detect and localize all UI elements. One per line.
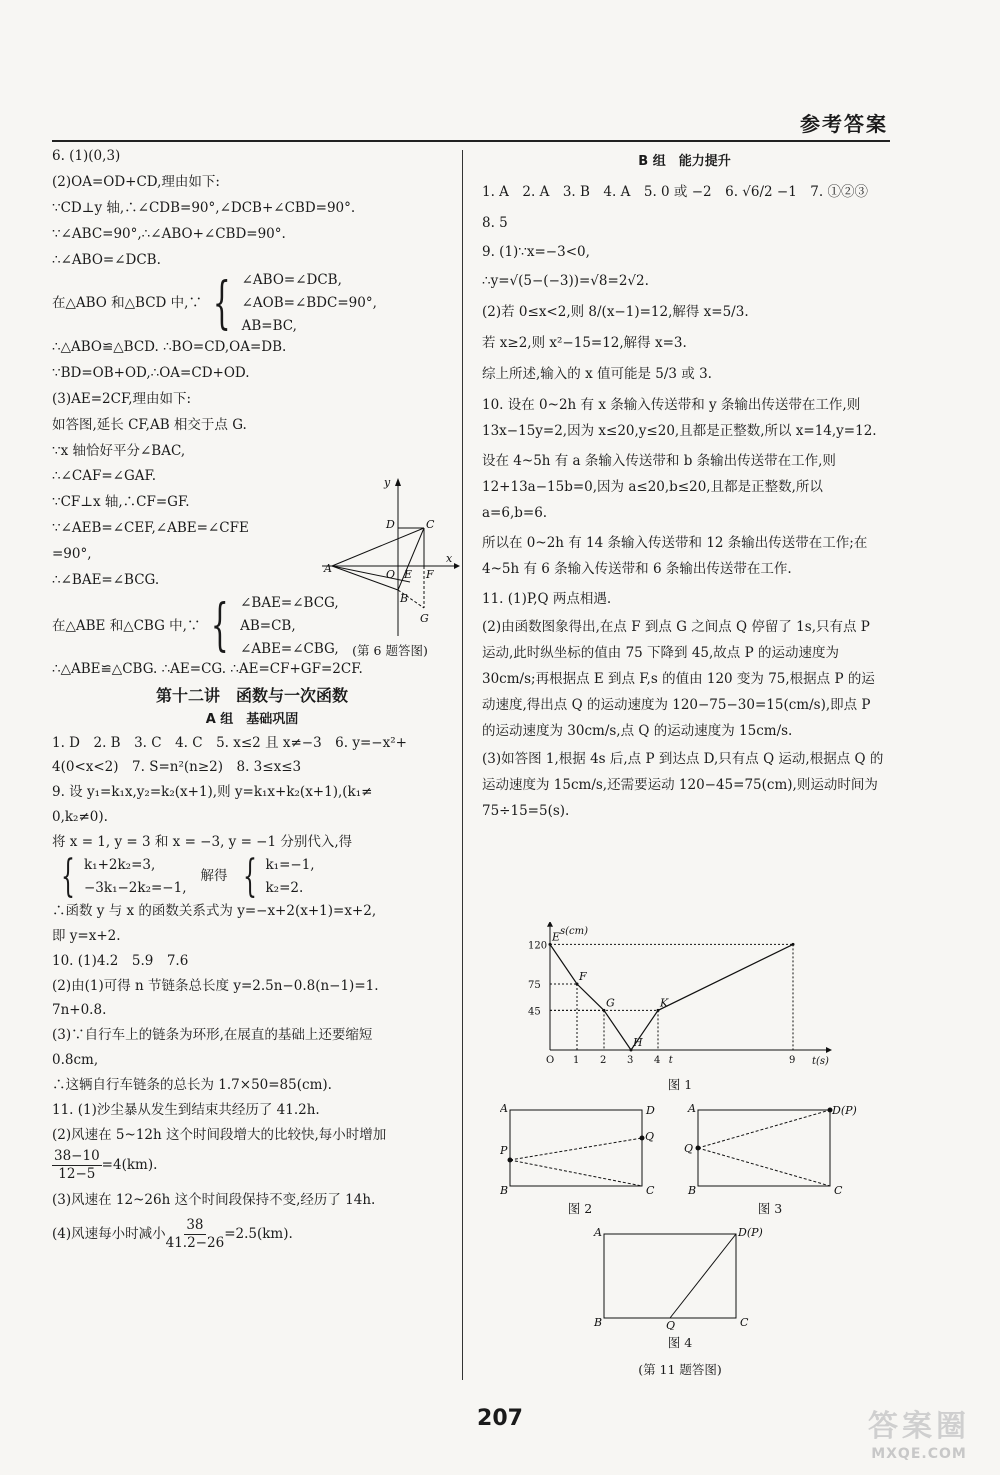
fraction-line-1	[52, 1148, 452, 1183]
x-tick-label: 9	[789, 1055, 796, 1066]
x-tick-label: 4	[654, 1055, 661, 1066]
label-d-p: D(P)	[738, 1226, 763, 1239]
figure-3	[680, 1102, 860, 1216]
label-y: y	[384, 478, 391, 489]
figure-q6	[320, 478, 460, 658]
system-lead: 在△ABO 和△BCD 中,∵	[52, 295, 202, 312]
text-line: 如答图,延长 CF,AB 相交于点 G.	[52, 416, 247, 433]
label-f: F	[426, 568, 434, 581]
y-tick-label: 45	[528, 1006, 541, 1018]
label-c: C	[740, 1316, 749, 1329]
y-tick-label: 120	[528, 940, 548, 952]
label-d-p: D(P)	[832, 1104, 857, 1117]
text-line: ∴∠BAE=∠BCG.	[52, 571, 160, 588]
text-line: 0,k₂≠0).	[52, 809, 108, 826]
text-line: ∵x 轴恰好平分∠BAC,	[52, 442, 186, 459]
paragraph: (3)如答图 1,根据 4s 后,点 P 到达点 D,只有点 Q 运动,根据点 Q 的运动速度为 15cm/s,还需要运动 120−45=75(cm),则运动时间为 75÷15=5(s).	[482, 751, 884, 820]
x-tick-label: 3	[627, 1055, 634, 1066]
label-c: C	[834, 1184, 843, 1196]
label-q: Q	[645, 1130, 655, 1143]
text-line: 7n+0.8.	[52, 1002, 107, 1019]
watermark-logo-text: 答案圈	[868, 1409, 970, 1444]
text-line: 8. 5	[482, 215, 508, 232]
label-a: A	[594, 1226, 602, 1239]
label-p: P	[500, 1144, 508, 1157]
figure-q6-caption: (第 6 题答图)	[352, 642, 428, 658]
chart-1-svg	[520, 922, 840, 1072]
brace: {	[212, 270, 231, 336]
y-axis-arrow	[547, 922, 553, 927]
system-lead: 在△ABE 和△CBG 中,∵	[52, 617, 201, 634]
label-x: x	[446, 552, 453, 565]
text-line: (3)AE=2CF,理由如下:	[52, 390, 192, 407]
text-line: (2)由(1)可得 n 节链条总长度 y=2.5n−0.8(n−1)=1.	[52, 977, 379, 994]
figure-1	[520, 922, 840, 1092]
y-tick-label: 75	[528, 980, 541, 991]
column-divider	[462, 150, 463, 1380]
condition: ∠ABE=∠CBG,	[240, 640, 339, 657]
figure-1-caption: 图 1	[667, 1076, 693, 1092]
right-column	[482, 148, 887, 824]
system-solutions	[266, 857, 315, 897]
paragraph: 10. 设在 0~2h 有 x 条输入传送带和 y 条输出传送带在工作,则 13x−15y=2,因为 x≤20,y≤20,且都是正整数,所以 x=14,y=12.	[482, 397, 877, 440]
text-line: =90°,	[52, 546, 92, 562]
watermark	[868, 1408, 970, 1463]
point-label: G	[606, 996, 615, 1010]
point-label: K	[660, 996, 669, 1010]
condition: −3k₁−2k₂=−1,	[84, 879, 187, 896]
paragraph: 所以在 0~2h 有 14 条输入传送带和 12 条输出传送带在工作;在 4~5h 有 6 条输入传送带和 6 条输出传送带在工作.	[482, 535, 868, 578]
left-block-5	[52, 903, 452, 1144]
watermark-url: MXQE.COM	[871, 1445, 967, 1462]
text-line: 9. (1)∵x=−3<0,	[482, 244, 590, 260]
fraction-line-2	[52, 1217, 452, 1252]
equation-system-3	[52, 850, 452, 902]
label-b: B	[400, 592, 409, 605]
label-q: Q	[666, 1319, 676, 1330]
condition: AB=CB,	[240, 617, 296, 634]
text-line: ∵∠AEB=∠CEF,∠ABE=∠CFE	[52, 520, 249, 537]
fraction-lead: (4)风速每小时减小	[52, 1226, 166, 1243]
figure-2-svg	[500, 1102, 660, 1196]
fraction-rest: =2.5(km).	[224, 1226, 293, 1243]
page-header-title: 参考答案	[800, 112, 888, 136]
text-line: ∴△ABE≌△CBG. ∴AE=CG. ∴AE=CF+GF=2CF.	[52, 661, 363, 678]
figure-q11-caption: (第 11 题答图)	[638, 1362, 722, 1377]
text-line: ∴这辆自行车链条的总长为 1.7×50=85(cm).	[52, 1077, 332, 1093]
text-line: 9. 设 y₁=k₁x,y₂=k₂(x+1),则 y=k₁x+k₂(x+1),(k₁≠	[52, 784, 373, 801]
text-line: ∵∠ABC=90°,∴∠ABO+∠CBD=90°.	[52, 225, 286, 242]
figure-4-caption: 图 4	[667, 1334, 693, 1350]
text-line: (2)OA=OD+CD,理由如下:	[52, 173, 220, 190]
text-line: 若 x≥2,则 x²−15=12,解得 x=3.	[482, 334, 687, 351]
label-d: D	[386, 518, 395, 531]
x-tick-label: 1	[573, 1055, 580, 1066]
group-a-title: A 组 基础巩固	[205, 712, 299, 728]
condition: ∠ABO=∠DCB,	[241, 272, 342, 289]
numerator: 38	[186, 1217, 204, 1234]
brace: {	[211, 593, 230, 659]
left-block-1	[52, 148, 452, 268]
group-b-title: B 组 能力提升	[638, 154, 731, 169]
text-line: 4(0<x<2) 7. S=n²(n≥2) 8. 3≤x≤3	[52, 759, 302, 776]
left-block-4	[52, 735, 452, 851]
text-line: 6. (1)(0,3)	[52, 148, 121, 164]
text-line: 将 x = 1, y = 3 和 x = −3, y = −1 分别代入,得	[52, 834, 353, 850]
y-axis-label: s(cm)	[560, 926, 589, 937]
data-point	[792, 943, 795, 946]
condition: k₁=−1,	[265, 857, 315, 873]
text-line: 1. D 2. B 3. C 4. C 5. x≤2 且 x≠−3 6. y=−x²+	[52, 734, 407, 751]
brace: {	[242, 850, 257, 902]
fraction	[52, 1148, 102, 1183]
point-label: E	[552, 930, 561, 944]
text-line: 即 y=x+2.	[52, 927, 121, 944]
paragraph: 设在 4~5h 有 a 条输入传送带和 b 条输出传送带在工作,则 12+13a−15b=0,因为 a≤20,b≤20,且都是正整数,所以 a=6,b=6.	[482, 453, 836, 522]
x-tick-label: O	[546, 1055, 555, 1066]
label-o: O	[386, 568, 396, 581]
condition: k₁+2k₂=3,	[84, 857, 156, 873]
x-extra-label: t	[668, 1055, 673, 1066]
text-line: ∴∠ABO=∠DCB.	[52, 251, 161, 268]
text-line: ∴△ABO≌△BCD. ∴BO=CD,OA=DB.	[52, 339, 287, 355]
solve-word: 解得	[200, 868, 228, 885]
condition: k₂=2.	[265, 879, 304, 896]
figure-q6-svg	[320, 478, 460, 638]
condition: AB=BC,	[241, 318, 297, 335]
text-line: ∵BD=OB+OD,∴OA=CD+OD.	[52, 364, 250, 381]
system-conditions	[84, 857, 187, 897]
equation-system-1	[52, 272, 452, 335]
label-g: G	[420, 612, 429, 625]
text-line: (3)风速在 12~26h 这个时间段保持不变,经历了 14h.	[52, 1192, 376, 1209]
text-line: (2)若 0≤x<2,则 8/(x−1)=12,解得 x=5/3.	[482, 303, 749, 320]
condition: ∠BAE=∠BCG,	[240, 594, 339, 611]
right-paragraphs	[482, 392, 887, 824]
text-line: 1. A 2. A 3. B 4. A 5. 0 或 −2 6. √6/2 −1 7. ①②③	[482, 184, 868, 201]
fraction-rest: =4(km).	[101, 1156, 158, 1173]
label-b: B	[500, 1184, 509, 1196]
condition: ∠AOB=∠BDC=90°,	[241, 295, 377, 312]
denominator: 12−5	[58, 1165, 96, 1182]
text-line: ∴函数 y 与 x 的函数关系式为 y=−x+2(x+1)=x+2,	[52, 902, 377, 919]
x-tick-label: 2	[600, 1055, 607, 1066]
label-a: A	[324, 562, 332, 575]
label-c: C	[646, 1184, 655, 1196]
figure-2-caption: 图 2	[567, 1200, 593, 1216]
system-conditions	[242, 272, 377, 335]
text-line: 综上所述,输入的 x 值可能是 5/3 或 3.	[482, 365, 712, 382]
text-line: 0.8cm,	[52, 1052, 99, 1069]
figure-3-caption: 图 3	[757, 1200, 783, 1216]
point-label: H	[633, 1036, 643, 1049]
text-line: ∵CD⊥y 轴,∴∠CDB=90°,∠DCB+∠CBD=90°.	[52, 199, 356, 216]
paragraph: 11. (1)P,Q 两点相遇.	[482, 591, 612, 608]
label-e: E	[404, 568, 413, 581]
figure-3-svg	[680, 1102, 860, 1196]
label-d: D	[646, 1104, 655, 1117]
fraction	[166, 1217, 225, 1252]
numerator: 38−10	[54, 1147, 100, 1164]
figure-2	[500, 1102, 660, 1216]
series-line	[550, 944, 793, 1050]
lecture-title: 第十二讲 函数与一次函数	[155, 686, 348, 706]
text-line: ∵CF⊥x 轴,∴CF=GF.	[52, 494, 190, 511]
label-a: A	[688, 1102, 696, 1115]
x-axis-arrow	[826, 1047, 832, 1053]
x-axis-label: t(s)	[812, 1056, 829, 1067]
page-number: 207	[477, 1406, 523, 1431]
label-b: B	[594, 1316, 603, 1329]
text-line: (3)∵自行车上的链条为环形,在展直的基础上还要缩短	[52, 1027, 373, 1044]
right-block-1	[482, 184, 887, 382]
text-line: (2)风速在 5~12h 这个时间段增大的比较快,每小时增加	[52, 1126, 387, 1143]
text-line: 11. (1)沙尘暴从发生到结束共经历了 41.2h.	[52, 1101, 320, 1118]
label-q: Q	[684, 1142, 694, 1155]
paragraph: (2)由函数图象得出,在点 F 到点 G 之间点 Q 停留了 1s,只有点 P 运动,此时纵坐标的值由 75 下降到 45,故点 P 的运动速度为 30cm/s;再根据点 E 到点 F,s 的值由 120 变为 75,根据点 P 的运动速度,得出点 Q 的运动速度为 120−75−30=15(cm/s),即点 P 的运动速度为 30cm/s,点 Q 的运动速度为 15cm/s.	[482, 619, 875, 740]
text-line: 10. (1)4.2 5.9 7.6	[52, 952, 189, 969]
brace: {	[61, 850, 75, 902]
text-line: ∴∠CAF=∠GAF.	[52, 468, 157, 485]
figure-4-svg	[590, 1222, 770, 1330]
denominator: 41.2−26	[165, 1235, 225, 1252]
label-a: A	[500, 1102, 508, 1115]
figure-4	[590, 1222, 770, 1348]
header-rule	[52, 140, 890, 142]
label-c: C	[426, 518, 435, 531]
label-b: B	[688, 1184, 697, 1196]
text-line: ∴y=√(5−(−3))=√8=2√2.	[482, 272, 649, 289]
point-label: F	[579, 970, 587, 983]
left-column	[52, 148, 452, 1252]
